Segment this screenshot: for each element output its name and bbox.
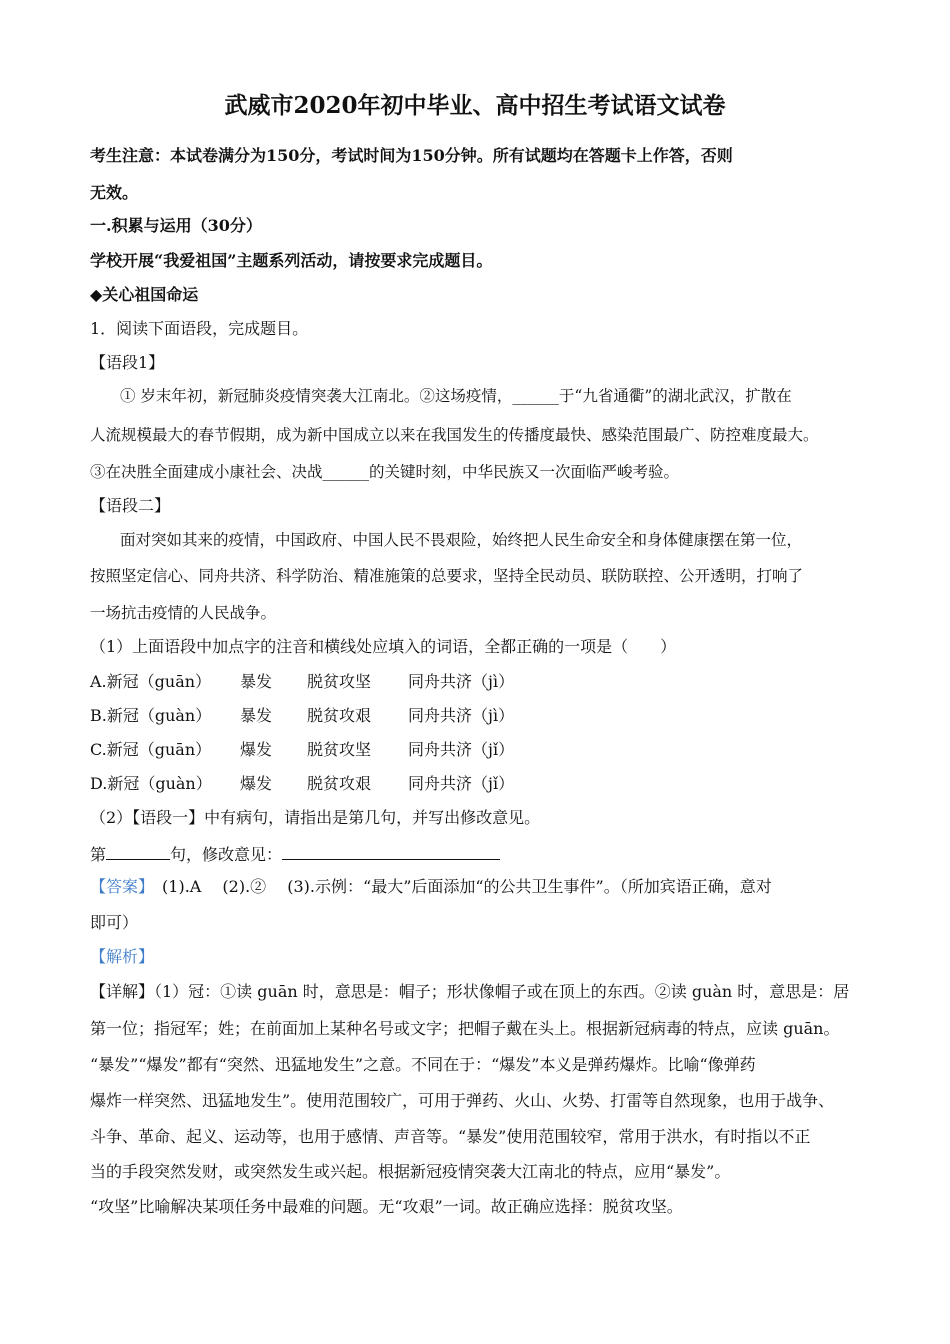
option-word: 爆发 [240, 740, 273, 759]
detail-line: 爆炸一样突然、迅猛地发生”。使用范围较广，可用于弹药、火山、火势、打雷等自然现象，也用于战争、 [90, 1091, 835, 1110]
option-word: 同舟共济（jǐ） [408, 740, 515, 759]
option-word: 爆发 [240, 774, 273, 793]
option-word: 同舟共济（jì） [408, 672, 515, 691]
option-word: 脱贫攻艰 [307, 774, 372, 793]
answer-tag: 【答案】 [90, 877, 147, 896]
page-title: 武威市2020年初中毕业、高中招生考试语文试卷 [224, 92, 726, 119]
option-word: A.新冠（guān） [90, 672, 212, 691]
option-word: D.新冠（guàn） [90, 774, 212, 793]
option-c [90, 740, 880, 760]
sub-question-2: （2）【语段一】中有病句，请指出是第几句，并写出修改意见。 [90, 808, 541, 827]
sub-question-1: （1）上面语段中加点字的注音和横线处应填入的词语，全都正确的一项是（ ） [90, 637, 677, 656]
fill-prefix: 第 [90, 845, 107, 864]
option-word: 脱贫攻艰 [307, 706, 372, 725]
notice-line-2: 无效。 [90, 183, 139, 202]
option-word: B.新冠（guàn） [90, 706, 212, 725]
revision-blank [282, 843, 500, 860]
answer-continuation: 即可） [90, 913, 139, 932]
activity-intro: 学校开展“我爱祖国”主题系列活动，请按要求完成题目。 [90, 251, 493, 270]
passage-2-line: 一场抗击疫情的人民战争。 [90, 604, 277, 622]
sentence-number-blank [106, 843, 170, 860]
section-heading: 一.积累与运用（30分） [90, 216, 262, 235]
option-b [90, 706, 880, 726]
option-word: 脱贫攻坚 [307, 740, 372, 759]
option-word: 暴发 [240, 672, 273, 691]
option-word: C.新冠（guān） [90, 740, 212, 759]
passage-1-line: ③在决胜全面建成小康社会、决战______的关键时刻，中华民族又一次面临严峻考验。 [90, 463, 680, 481]
answer-line [90, 877, 880, 897]
option-word: 脱贫攻坚 [307, 672, 372, 691]
passage-1-label: 【语段1】 [90, 353, 165, 372]
passage-2-line: 面对突如其来的疫情，中国政府、中国人民不畏艰险，始终把人民生命安全和身体健康摆在第一位， [120, 531, 803, 549]
fill-mid: 句，修改意见： [170, 845, 283, 864]
passage-2-label: 【语段二】 [90, 496, 171, 515]
option-a [90, 672, 880, 692]
detail-line: 第一位；指冠军；姓；在前面加上某种名号或文字；把帽子戴在头上。根据新冠病毒的特点，应读 guān。 [90, 1019, 840, 1038]
option-d [90, 774, 880, 794]
passage-2-line: 按照坚定信心、同舟共济、科学防治、精准施策的总要求，坚持全民动员、联防联控、公开透明，打响了 [90, 567, 804, 585]
detail-line: 当的手段突然发财，或突然发生或兴起。根据新冠疫情突袭大江南北的特点，应用“暴发”。 [90, 1162, 731, 1181]
detail-line: 斗争、革命、起义、运动等，也用于感情、声音等。“暴发”使用范围较窄，常用于洪水，有时指以不正 [90, 1127, 811, 1146]
option-word: 同舟共济（jì） [408, 706, 515, 725]
detail-line: 【详解】（1）冠：①读 guān 时，意思是：帽子；形状像帽子或在顶上的东西。②读 guàn 时，意思是：居 [90, 982, 850, 1001]
detail-line: “攻坚”比喻解决某项任务中最难的问题。无“攻艰”一词。故正确应选择：脱贫攻坚。 [90, 1197, 683, 1216]
fill-in-line [90, 843, 880, 865]
answer-text: (1).A (2).② (3).示例：“最大”后面添加“的公共卫生事件”。（所加宾语正确，意对 [162, 877, 772, 896]
question-stem: 1．阅读下面语段，完成题目。 [90, 319, 309, 338]
analysis-tag: 【解析】 [90, 947, 155, 966]
notice-line-1: 考生注意：本试卷满分为150分，考试时间为150分钟。所有试题均在答题卡上作答，否则 [90, 146, 733, 165]
option-word: 同舟共济（jǐ） [408, 774, 515, 793]
detail-line: “暴发”“爆发”都有“突然、迅猛地发生”之意。不同在于：“爆发”本义是弹药爆炸。比喻“像弹药 [90, 1055, 756, 1074]
option-word: 暴发 [240, 706, 273, 725]
subsection-heading: ◆关心祖国命运 [90, 285, 199, 304]
passage-1-line: 人流规模最大的春节假期，成为新中国成立以来在我国发生的传播度最快、感染范围最广、防控难度最大。 [90, 426, 819, 444]
passage-1-line: ① 岁末年初，新冠肺炎疫情突袭大江南北。②这场疫情，______于“九省通衢”的湖北武汉，扩散在 [120, 387, 792, 405]
